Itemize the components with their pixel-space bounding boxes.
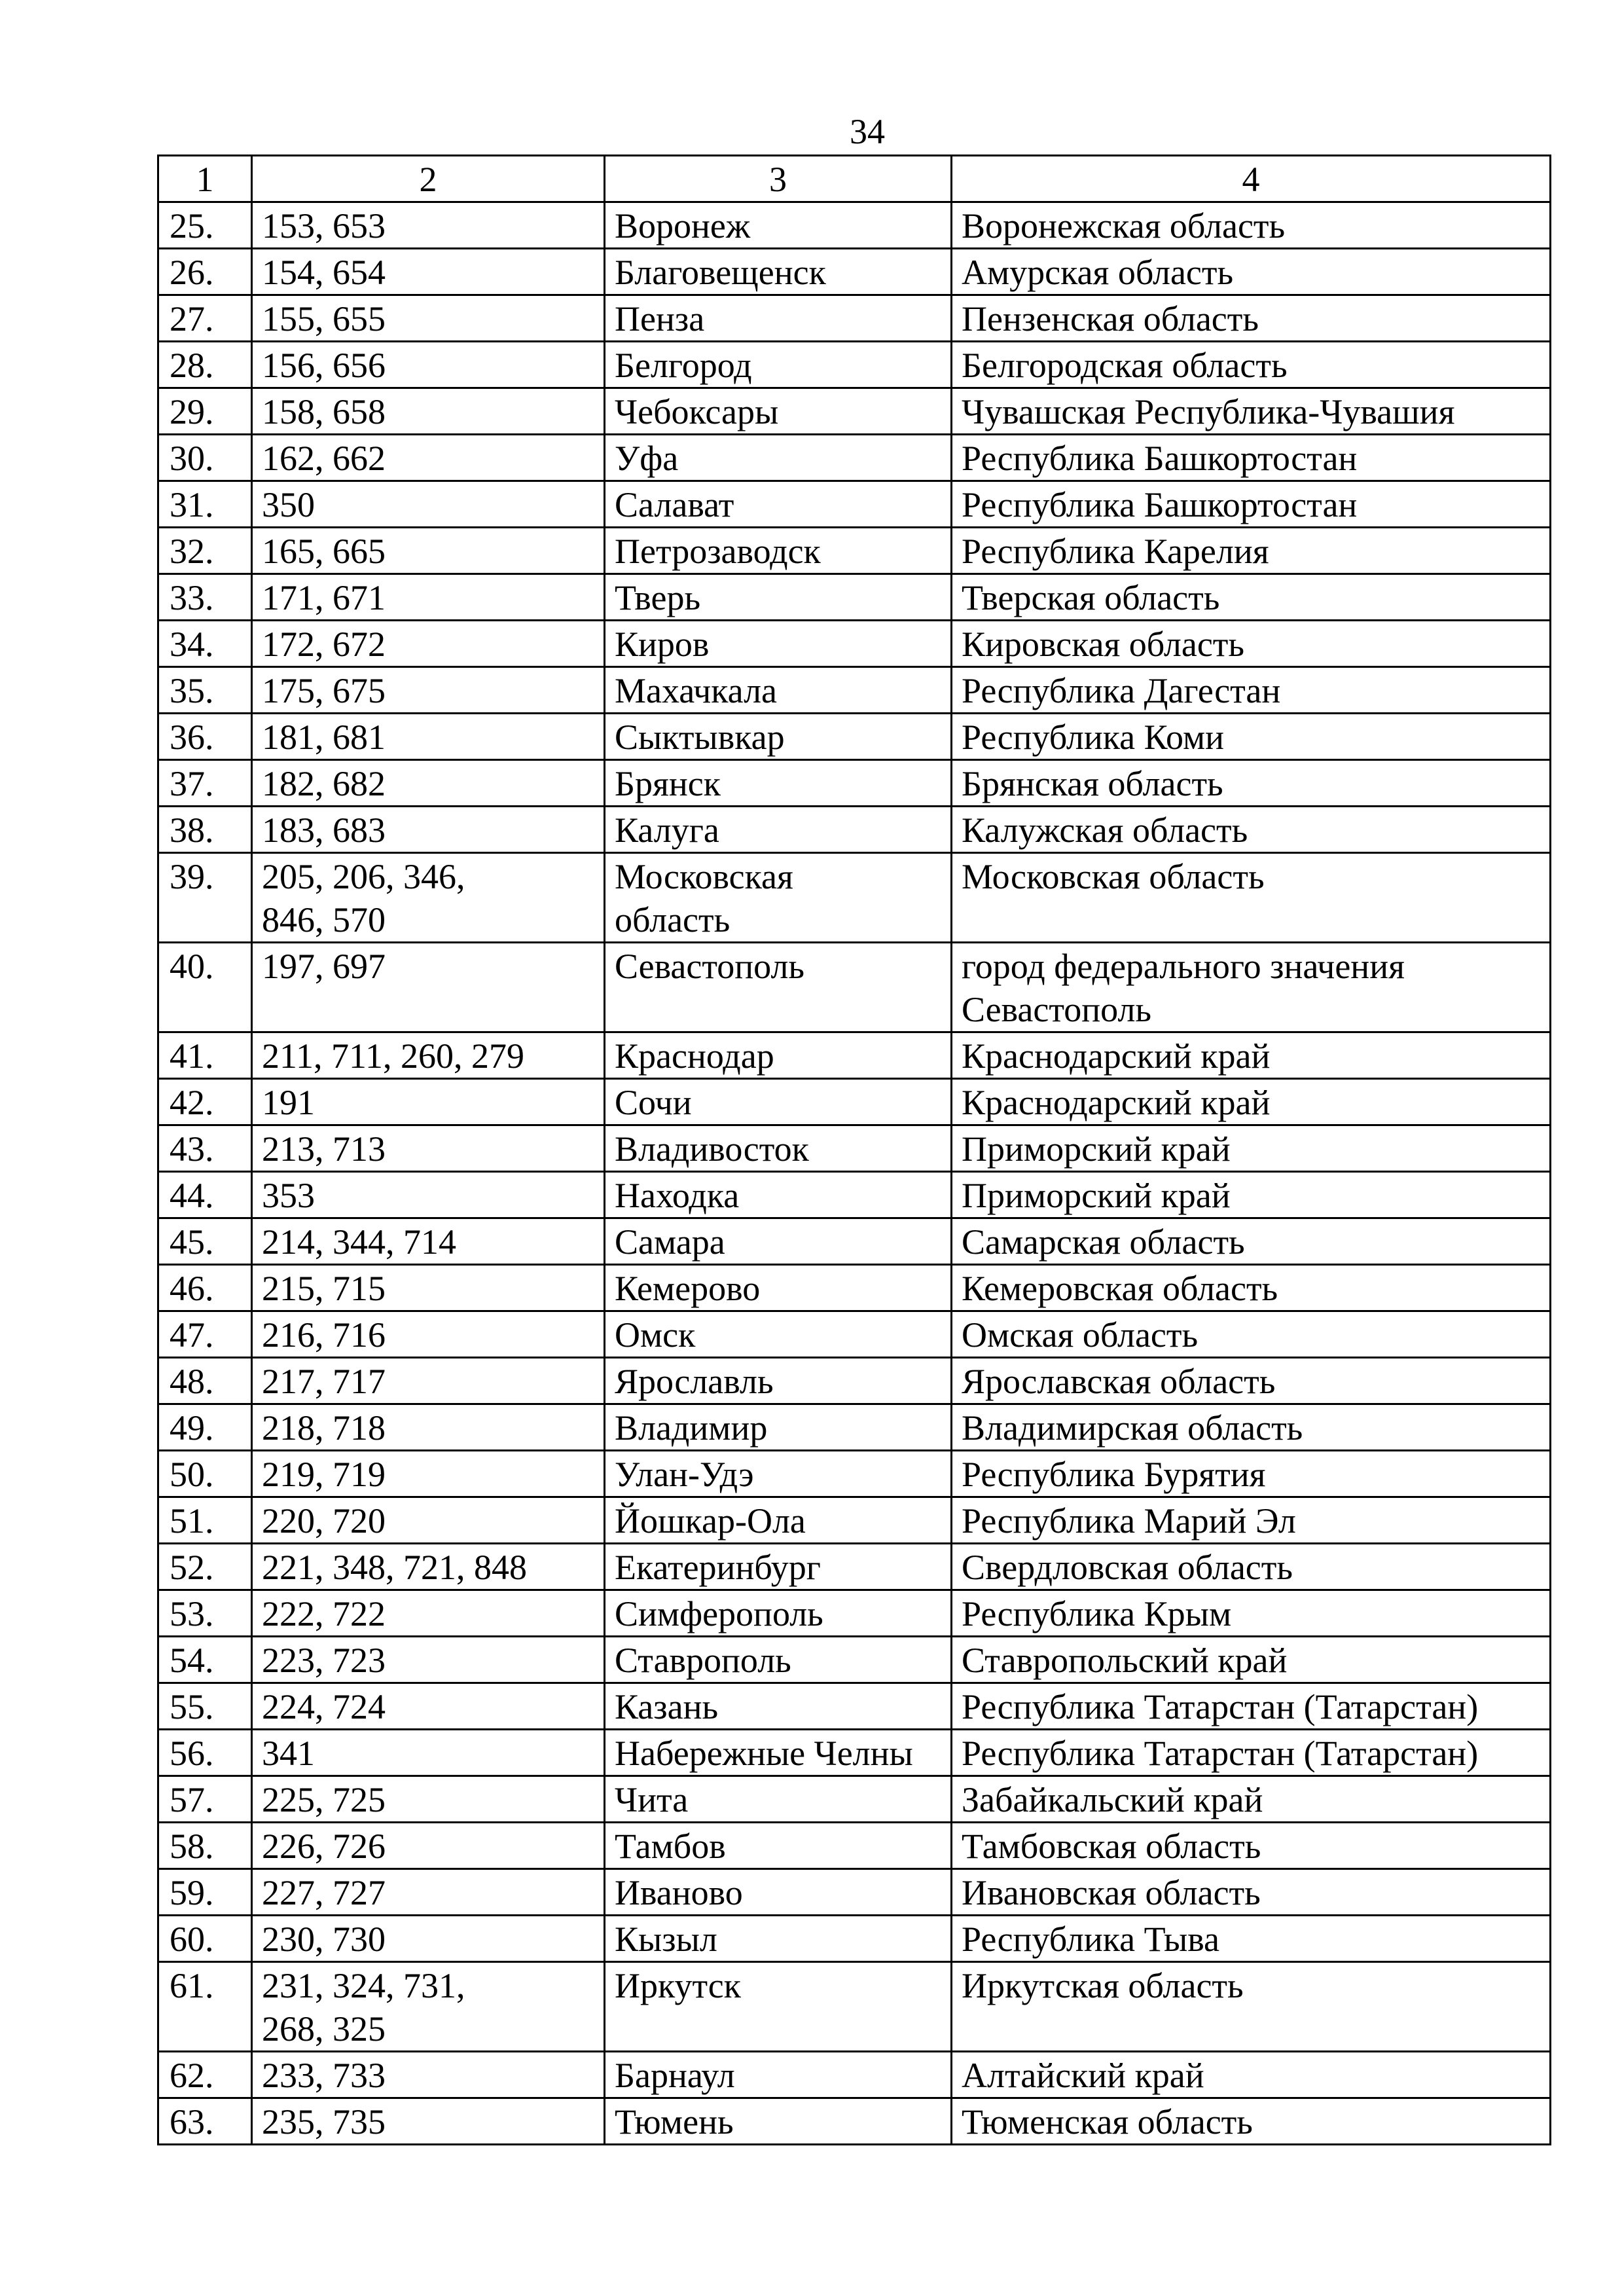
codes-cell: 233, 733 (252, 2052, 605, 2098)
table-row (158, 1776, 1551, 1823)
codes-cell: 191 (252, 1079, 605, 1125)
table-row (158, 1125, 1551, 1172)
codes-cell: 235, 735 (252, 2098, 605, 2145)
city-cell: Пенза (605, 295, 952, 342)
region-cell: Тверская область (952, 574, 1551, 621)
region-cell: Краснодарский край (952, 1032, 1551, 1079)
codes-cell: 350 (252, 481, 605, 528)
row-number-cell: 59. (158, 1869, 252, 1916)
region-cell: Самарская область (952, 1218, 1551, 1265)
table-row (158, 388, 1551, 435)
registry-table (157, 155, 1551, 2145)
row-number-cell: 61. (158, 1962, 252, 2052)
city-cell: Воронеж (605, 202, 952, 249)
city-cell: Казань (605, 1683, 952, 1730)
region-cell: Ставропольский край (952, 1637, 1551, 1683)
row-number-cell: 45. (158, 1218, 252, 1265)
table-row (158, 1962, 1551, 2052)
city-cell: Краснодар (605, 1032, 952, 1079)
codes-cell: 172, 672 (252, 621, 605, 667)
region-cell: Республика Дагестан (952, 667, 1551, 714)
table-row (158, 667, 1551, 714)
codes-cell: 205, 206, 346, 846, 570 (252, 853, 605, 943)
row-number-cell: 32. (158, 528, 252, 574)
region-cell: Республика Татарстан (Татарстан) (952, 1683, 1551, 1730)
table-row (158, 1311, 1551, 1358)
codes-cell: 353 (252, 1172, 605, 1218)
region-cell: Кемеровская область (952, 1265, 1551, 1311)
row-number-cell: 30. (158, 435, 252, 481)
table-row (158, 435, 1551, 481)
region-cell: Калужская область (952, 807, 1551, 853)
table-row (158, 481, 1551, 528)
row-number-cell: 31. (158, 481, 252, 528)
row-number-cell: 57. (158, 1776, 252, 1823)
city-cell: Иркутск (605, 1962, 952, 2052)
codes-cell: 227, 727 (252, 1869, 605, 1916)
city-cell: Кызыл (605, 1916, 952, 1962)
table-row (158, 1172, 1551, 1218)
region-cell: Республика Карелия (952, 528, 1551, 574)
table-row (158, 1404, 1551, 1451)
region-cell: Владимирская область (952, 1404, 1551, 1451)
codes-cell: 165, 665 (252, 528, 605, 574)
row-number-cell: 41. (158, 1032, 252, 1079)
region-cell: Свердловская область (952, 1544, 1551, 1590)
row-number-cell: 33. (158, 574, 252, 621)
row-number-cell: 29. (158, 388, 252, 435)
table-row (158, 574, 1551, 621)
table-row (158, 1451, 1551, 1497)
table-row (158, 807, 1551, 853)
city-cell: Белгород (605, 342, 952, 388)
column-header-number: 1 (158, 156, 252, 202)
city-cell: Калуга (605, 807, 952, 853)
row-number-cell: 28. (158, 342, 252, 388)
table-row (158, 1683, 1551, 1730)
region-cell: Воронежская область (952, 202, 1551, 249)
row-number-cell: 37. (158, 760, 252, 807)
table-row (158, 1358, 1551, 1404)
city-cell: Чебоксары (605, 388, 952, 435)
codes-cell: 175, 675 (252, 667, 605, 714)
city-cell: Омск (605, 1311, 952, 1358)
row-number-cell: 27. (158, 295, 252, 342)
city-cell: Сочи (605, 1079, 952, 1125)
table-row (158, 760, 1551, 807)
city-cell: Иваново (605, 1869, 952, 1916)
city-cell: Улан-Удэ (605, 1451, 952, 1497)
city-cell: Ставрополь (605, 1637, 952, 1683)
codes-cell: 218, 718 (252, 1404, 605, 1451)
column-header-region: 4 (952, 156, 1551, 202)
city-cell: Самара (605, 1218, 952, 1265)
city-cell: Брянск (605, 760, 952, 807)
region-cell: Республика Крым (952, 1590, 1551, 1637)
table-row (158, 714, 1551, 760)
row-number-cell: 35. (158, 667, 252, 714)
city-cell: Набережные Челны (605, 1730, 952, 1776)
table-row (158, 1637, 1551, 1683)
city-cell: Благовещенск (605, 249, 952, 295)
row-number-cell: 60. (158, 1916, 252, 1962)
city-cell: Сыктывкар (605, 714, 952, 760)
city-cell: Йошкар-Ола (605, 1497, 952, 1544)
row-number-cell: 48. (158, 1358, 252, 1404)
table-row (158, 1590, 1551, 1637)
codes-cell: 156, 656 (252, 342, 605, 388)
codes-cell: 211, 711, 260, 279 (252, 1032, 605, 1079)
row-number-cell: 49. (158, 1404, 252, 1451)
row-number-cell: 38. (158, 807, 252, 853)
table-row (158, 1544, 1551, 1590)
table-row (158, 528, 1551, 574)
city-cell: Махачкала (605, 667, 952, 714)
region-cell: Тюменская область (952, 2098, 1551, 2145)
row-number-cell: 44. (158, 1172, 252, 1218)
row-number-cell: 39. (158, 853, 252, 943)
codes-cell: 231, 324, 731, 268, 325 (252, 1962, 605, 2052)
column-header-codes: 2 (252, 156, 605, 202)
table-row (158, 1916, 1551, 1962)
table-row (158, 2052, 1551, 2098)
codes-cell: 226, 726 (252, 1823, 605, 1869)
region-cell: Белгородская область (952, 342, 1551, 388)
region-cell: Приморский край (952, 1125, 1551, 1172)
row-number-cell: 54. (158, 1637, 252, 1683)
page-number: 34 (850, 112, 885, 151)
codes-cell: 183, 683 (252, 807, 605, 853)
region-cell: Забайкальский край (952, 1776, 1551, 1823)
city-cell: Ярославль (605, 1358, 952, 1404)
row-number-cell: 26. (158, 249, 252, 295)
region-cell: Алтайский край (952, 2052, 1551, 2098)
region-cell: Республика Башкортостан (952, 435, 1551, 481)
region-cell: Московская область (952, 853, 1551, 943)
table-header-row (158, 156, 1551, 202)
city-cell: Тюмень (605, 2098, 952, 2145)
table-row (158, 1265, 1551, 1311)
row-number-cell: 55. (158, 1683, 252, 1730)
city-cell: Находка (605, 1172, 952, 1218)
city-cell: Симферополь (605, 1590, 952, 1637)
city-cell: Тверь (605, 574, 952, 621)
region-cell: Кировская область (952, 621, 1551, 667)
region-cell: Амурская область (952, 249, 1551, 295)
table-row (158, 1730, 1551, 1776)
row-number-cell: 62. (158, 2052, 252, 2098)
table-row (158, 853, 1551, 943)
row-number-cell: 34. (158, 621, 252, 667)
codes-cell: 341 (252, 1730, 605, 1776)
region-cell: Омская область (952, 1311, 1551, 1358)
row-number-cell: 36. (158, 714, 252, 760)
codes-cell: 221, 348, 721, 848 (252, 1544, 605, 1590)
table-row (158, 1497, 1551, 1544)
codes-cell: 181, 681 (252, 714, 605, 760)
table-row (158, 1823, 1551, 1869)
row-number-cell: 47. (158, 1311, 252, 1358)
city-cell: Кемерово (605, 1265, 952, 1311)
codes-cell: 223, 723 (252, 1637, 605, 1683)
table-body (158, 156, 1551, 2145)
row-number-cell: 58. (158, 1823, 252, 1869)
row-number-cell: 40. (158, 943, 252, 1032)
codes-cell: 155, 655 (252, 295, 605, 342)
region-cell: Республика Коми (952, 714, 1551, 760)
codes-cell: 230, 730 (252, 1916, 605, 1962)
table-row (158, 2098, 1551, 2145)
city-cell: Екатеринбург (605, 1544, 952, 1590)
row-number-cell: 63. (158, 2098, 252, 2145)
city-cell: Севастополь (605, 943, 952, 1032)
region-cell: Республика Марий Эл (952, 1497, 1551, 1544)
row-number-cell: 56. (158, 1730, 252, 1776)
row-number-cell: 46. (158, 1265, 252, 1311)
region-cell: Краснодарский край (952, 1079, 1551, 1125)
codes-cell: 222, 722 (252, 1590, 605, 1637)
region-cell: Чувашская Республика-Чувашия (952, 388, 1551, 435)
region-cell: Пензенская область (952, 295, 1551, 342)
codes-cell: 220, 720 (252, 1497, 605, 1544)
row-number-cell: 43. (158, 1125, 252, 1172)
codes-cell: 162, 662 (252, 435, 605, 481)
city-cell: Барнаул (605, 2052, 952, 2098)
codes-cell: 182, 682 (252, 760, 605, 807)
codes-cell: 217, 717 (252, 1358, 605, 1404)
region-cell: Приморский край (952, 1172, 1551, 1218)
codes-cell: 214, 344, 714 (252, 1218, 605, 1265)
row-number-cell: 51. (158, 1497, 252, 1544)
row-number-cell: 25. (158, 202, 252, 249)
region-cell: Республика Башкортостан (952, 481, 1551, 528)
city-cell: Петрозаводск (605, 528, 952, 574)
region-cell: Тамбовская область (952, 1823, 1551, 1869)
table-row (158, 1079, 1551, 1125)
column-header-city: 3 (605, 156, 952, 202)
region-cell: Иркутская область (952, 1962, 1551, 2052)
table-row (158, 1032, 1551, 1079)
region-cell: Республика Бурятия (952, 1451, 1551, 1497)
city-cell: Уфа (605, 435, 952, 481)
city-cell: Владивосток (605, 1125, 952, 1172)
table-row (158, 342, 1551, 388)
table-row (158, 943, 1551, 1032)
table-row (158, 295, 1551, 342)
city-cell: Чита (605, 1776, 952, 1823)
codes-cell: 219, 719 (252, 1451, 605, 1497)
table-row (158, 1869, 1551, 1916)
city-cell: Салават (605, 481, 952, 528)
codes-cell: 153, 653 (252, 202, 605, 249)
region-cell: Ивановская область (952, 1869, 1551, 1916)
region-cell: Ярославская область (952, 1358, 1551, 1404)
region-cell: Республика Тыва (952, 1916, 1551, 1962)
codes-cell: 224, 724 (252, 1683, 605, 1730)
row-number-cell: 50. (158, 1451, 252, 1497)
row-number-cell: 42. (158, 1079, 252, 1125)
table-row (158, 1218, 1551, 1265)
codes-cell: 216, 716 (252, 1311, 605, 1358)
city-cell: Киров (605, 621, 952, 667)
codes-cell: 215, 715 (252, 1265, 605, 1311)
table-row (158, 202, 1551, 249)
codes-cell: 171, 671 (252, 574, 605, 621)
table-row (158, 249, 1551, 295)
codes-cell: 158, 658 (252, 388, 605, 435)
region-cell: город федерального значения Севастополь (952, 943, 1551, 1032)
row-number-cell: 53. (158, 1590, 252, 1637)
codes-cell: 154, 654 (252, 249, 605, 295)
codes-cell: 225, 725 (252, 1776, 605, 1823)
city-cell: Владимир (605, 1404, 952, 1451)
region-cell: Республика Татарстан (Татарстан) (952, 1730, 1551, 1776)
region-cell: Брянская область (952, 760, 1551, 807)
city-cell: Московская область (605, 853, 952, 943)
codes-cell: 213, 713 (252, 1125, 605, 1172)
table-row (158, 621, 1551, 667)
city-cell: Тамбов (605, 1823, 952, 1869)
codes-cell: 197, 697 (252, 943, 605, 1032)
row-number-cell: 52. (158, 1544, 252, 1590)
